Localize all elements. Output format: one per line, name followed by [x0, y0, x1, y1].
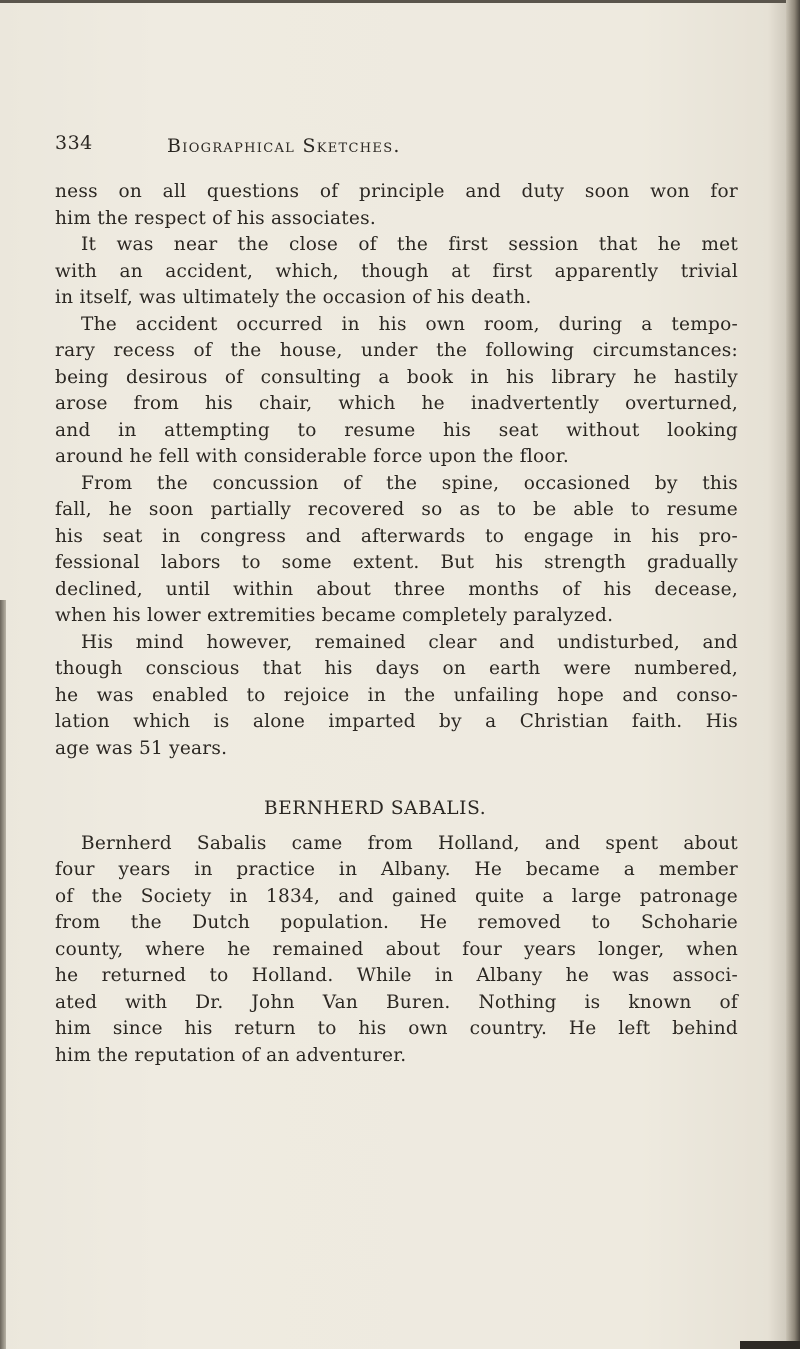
text-line: lation which is alone imparted by a Christian faith. His	[55, 711, 738, 732]
text-line: It was near the close of the first session that he met	[81, 234, 738, 255]
text-line: when his lower extremities became completely paralyzed.	[55, 605, 614, 626]
text-line: in itself, was ultimately the occasion of his death.	[55, 287, 532, 308]
page-header	[55, 132, 735, 162]
text-line: age was 51 years.	[55, 737, 228, 759]
page-number: 334	[55, 132, 93, 154]
page-left-binding-shadow	[0, 600, 6, 1349]
text-line: four years in practice in Albany. He became a member	[55, 859, 738, 880]
text-line: arose from his chair, which he inadvertently overturned,	[55, 393, 738, 414]
text-line: ated with Dr. John Van Buren. Nothing is known of	[55, 991, 738, 1013]
text-line: from the Dutch population. He removed to Schoharie	[55, 912, 738, 933]
text-line: county, where he remained about four years longer, when	[55, 938, 738, 960]
text-line: Bernherd Sabalis came from Holland, and spent about	[81, 832, 738, 854]
text-line: being desirous of consulting a book in his library he hastily	[55, 366, 738, 388]
text-line: with an accident, which, though at first apparently trivial	[55, 260, 738, 282]
text-line: His mind however, remained clear and undisturbed, and	[81, 631, 738, 653]
text-line: rary recess of the house, under the following circumstances:	[55, 340, 738, 361]
text-line: his seat in congress and afterwards to engage in his pro-	[55, 525, 738, 547]
text-line: though conscious that his days on earth were numbered,	[55, 658, 738, 679]
text-line: of the Society in 1834, and gained quite a large patronage	[55, 885, 738, 907]
text-line: The accident occurred in his own room, during a tempo-	[81, 313, 738, 335]
text-line: declined, until within about three months of his decease,	[55, 578, 738, 600]
page-bottom-edge	[740, 1341, 800, 1349]
section-heading: BERNHERD SABALIS.	[264, 798, 487, 819]
text-line: From the concussion of the spine, occasioned by this	[81, 472, 738, 494]
page-right-edge-shadow	[786, 0, 800, 1349]
text-line: he was enabled to rejoice in the unfailing hope and conso-	[55, 684, 738, 706]
text-line: fessional labors to some extent. But his strength gradually	[55, 552, 738, 573]
text-line: ness on all questions of principle and duty soon won for	[55, 181, 738, 202]
text-line: around he fell with considerable force upon the floor.	[55, 446, 569, 467]
body-text	[55, 179, 738, 1069]
text-line: he returned to Holland. While in Albany he was associ-	[55, 965, 738, 986]
text-line: him the reputation of an adventurer.	[55, 1044, 407, 1066]
text-line: and in attempting to resume his seat without looking	[55, 419, 738, 441]
text-line: fall, he soon partially recovered so as to be able to resume	[55, 499, 738, 520]
text-line: him since his return to his own country. He left behind	[55, 1018, 738, 1039]
text-line: him the respect of his associates.	[55, 207, 376, 229]
page-top-edge	[0, 0, 800, 3]
running-head: Biographical Sketches.	[167, 135, 401, 157]
